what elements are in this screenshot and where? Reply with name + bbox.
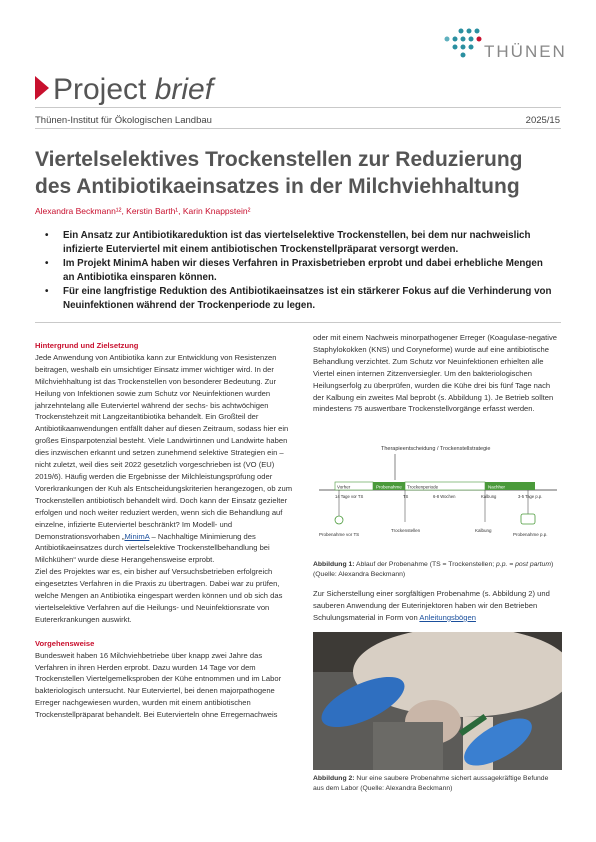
timeline-diagram <box>313 440 561 558</box>
divider <box>35 128 561 129</box>
key-point: • Ein Ansatz zur Antibiotikareduktion ist das viertelselektive Trockenstellen, bei dem nur nachweislich infizierte Euterviertel mit einem antibiotischen Trockenstellpräparat versorgt werden. <box>45 229 555 256</box>
figure-1-timeline <box>313 440 561 558</box>
anleitungsboegen-link[interactable]: Anleitungsbögen <box>419 612 476 622</box>
title-line-2: des Antibiotikaeinsatzes in der Milchviehhaltung <box>35 175 520 198</box>
text: Zur Sicherstellung einer sorgfältigen Probenahme (s. Abbildung 2) und sauberen Anwendung der Euterinjektoren haben wir den Betrieben Schulungsmaterial in Form von <box>313 589 550 622</box>
caption-text: Ablauf der Probenahme (TS = Trockenstellen; <box>354 561 497 568</box>
issue-number: 2025/15 <box>525 115 560 126</box>
thuenen-logo-text: THÜNEN <box>484 42 567 61</box>
section-heading: Hintergrund und Zielsetzung <box>35 341 139 350</box>
caption-label: Abbildung 1: <box>313 561 355 568</box>
right-column-text-2 <box>313 588 561 624</box>
key-point: • Im Projekt MinimA haben wir dieses Verfahren in Praxisbetrieben erprobt und dabei erhebliche Mengen an Antibiotika einsparen können. <box>45 257 555 284</box>
section-heading: Vorgehensweise <box>35 638 95 648</box>
key-point: • Für eine langfristige Reduktion des Antibiotikaeinsatzes ist ein stärkerer Fokus auf die Verhinderung von Neuinfektionen während der Trockenperiode zu legen. <box>45 285 555 312</box>
seg-label-trocken: Trockenperiode <box>407 484 439 490</box>
under-label: 3-5 Tage p.p. <box>518 494 543 499</box>
bottom-label: Probenahme vor TS <box>319 532 360 537</box>
under-label: TS <box>403 494 409 499</box>
institute-name: Thünen-Institut für Ökologischen Landbau <box>35 115 212 126</box>
bottom-label: Probenahme p.p. <box>513 532 548 537</box>
divider <box>35 107 561 108</box>
paragraph <box>35 352 297 566</box>
caption-text: ) (Quelle: Alexandra Beckmann) <box>313 561 554 578</box>
spacer <box>35 626 297 638</box>
paragraph: oder mit einem Nachweis minorpathogener Erreger (Koagulase-negative Staphylokokken (KNS) und Coryneforme) wurde auf eine antibiotische Behandlung verzichtet. Zum Schutz vor Neuinfektionen erhielten alle Viertel einen internen Zitzenversiegler. Um den bakteriologischen Heilungserfolg zu überprüfen, wurden die Kühe drei bis fünf Tage nach der Kalbung ein zweites Mal beprobt (s. Abbildung 1). Je Betrieb sollten mindestens 75 auswertbare Trockenstellvorgänge erfasst werden. <box>313 333 557 414</box>
text: Jede Anwendung von Antibiotika kann zur Entwicklung von Resistenzen beitragen, weshalb ein umsichtiger Einsatz immer wichtiger wird. In der Milchviehhaltung ist das Trockenstellen von besonderer Bedeutung. Zur Heilung von Infektionen sowie zum Schutz vor Neuinfektionen wurden jahrzehntelang alle Euterviertel während der sechs- bis achtwöchigen Trockenstehzeit mit Langzeitantibiotika behandelt. Ein Großteil der Antibiotikaanwendungen entfällt daher auf diesen Zeitraum, sodass hier ein großes Einsparpotenzial besteht. Viele Landwirtinnen und Landwirte haben dies inzwischen erkannt und setzen zunehmend selektive Strategien ein – nicht zuletzt, weil dies seit 2022 gesetzlich vorgeschrieben ist (VO (EU) 2019/6). Häufig werden die Ergebnisse der Milchleistungsprüfung oder Vorerkrankungen der Kuh als Entscheidungskriterien herangezogen, ob zum Trockenstellen antibiotisch behandelt wird. Doch kann der Einsatz gezielter erfolgen und noch weiter reduziert werden, wenn sich die Behandlung auf einzelne, infizierte Euterviertel beschränkt? Im Modell- und Demonstrationsvorhaben „ <box>35 352 293 541</box>
divider <box>35 322 561 323</box>
strategy-label: Therapieentscheidung / Trockenstellstrategie <box>381 446 491 452</box>
bottom-label: Kalbung <box>475 528 492 533</box>
brief-word2: brief <box>154 73 214 106</box>
seg-label-nachher: Nachher <box>488 484 506 490</box>
under-label: 6-8 Wochen <box>433 494 456 499</box>
left-column <box>35 340 297 721</box>
project-brief-heading <box>35 73 213 107</box>
under-label: 14 Tage vor TS <box>335 494 364 499</box>
text: – Nachhaltige Minimierung des Antibiotikaeinsatzes durch viertelselektive Trockenstellbehandlung bei Milchkühen“ wurde diese Herangehensweise erprobt. <box>35 531 270 565</box>
minima-link[interactable]: MinimA <box>124 531 150 541</box>
caption-text: Nur eine saubere Probenahme sichert aussagekräftige Befunde aus dem Labor (Quelle: Alexandra Beckmann) <box>313 775 549 792</box>
figure-1-caption <box>313 560 561 580</box>
paragraph: Bundesweit haben 16 Milchviehbetriebe über knapp zwei Jahre das Verfahren in ihren Herden erprobt. Dazu wurden 14 Tage vor dem Trockenstellen Viertelgemelksproben der Kühe entnommen und im Labor bakteriologisch untersucht. Nur Euterviertel, bei denen majorpathogene Erreger nachgewiesen wurden, wurden mit einem antibiotischen Trockenstellpräparat behandelt. Bei Eutervierteln ohne Erregernachweis <box>35 650 282 720</box>
bottom-label: Trockenstellen <box>391 528 421 533</box>
page-title <box>35 146 565 200</box>
seg-label-probenahme: Probenahme <box>376 484 402 490</box>
figure-2-caption <box>313 774 561 794</box>
sampling-photo <box>313 632 562 770</box>
caption-italic: p.p. = post partum <box>496 561 552 568</box>
figure-2-photo <box>313 632 562 770</box>
right-column-text <box>313 332 563 415</box>
paragraph: Ziel des Projektes war es, ein bisher auf Versuchsbetrieben erfolgreich eingesetztes Verfahren in die Praxis zu übertragen. Dabei war zu prüfen, welche Mengen an Antibiotika eingespart werden können und ob sich das viertelselektive Verfahren auf die Heilungs- und Neuinfektionsrate von Eutererkrankungen auswirkt. <box>35 567 283 624</box>
key-points <box>45 229 555 313</box>
sample-tube-icon <box>521 514 535 524</box>
sample-tube-icon <box>335 516 343 524</box>
title-line-1: Viertelselektives Trockenstellen zur Reduzierung <box>35 148 523 171</box>
caption-label: Abbildung 2: <box>313 775 355 782</box>
seg-label-vorher: Vorher <box>337 484 351 490</box>
paragraph <box>313 588 561 624</box>
brief-word1: Project <box>53 73 147 106</box>
authors: Alexandra Beckmann¹², Kerstin Barth¹, Karin Knappstein² <box>35 206 251 216</box>
under-label: Kalbung <box>481 494 497 499</box>
